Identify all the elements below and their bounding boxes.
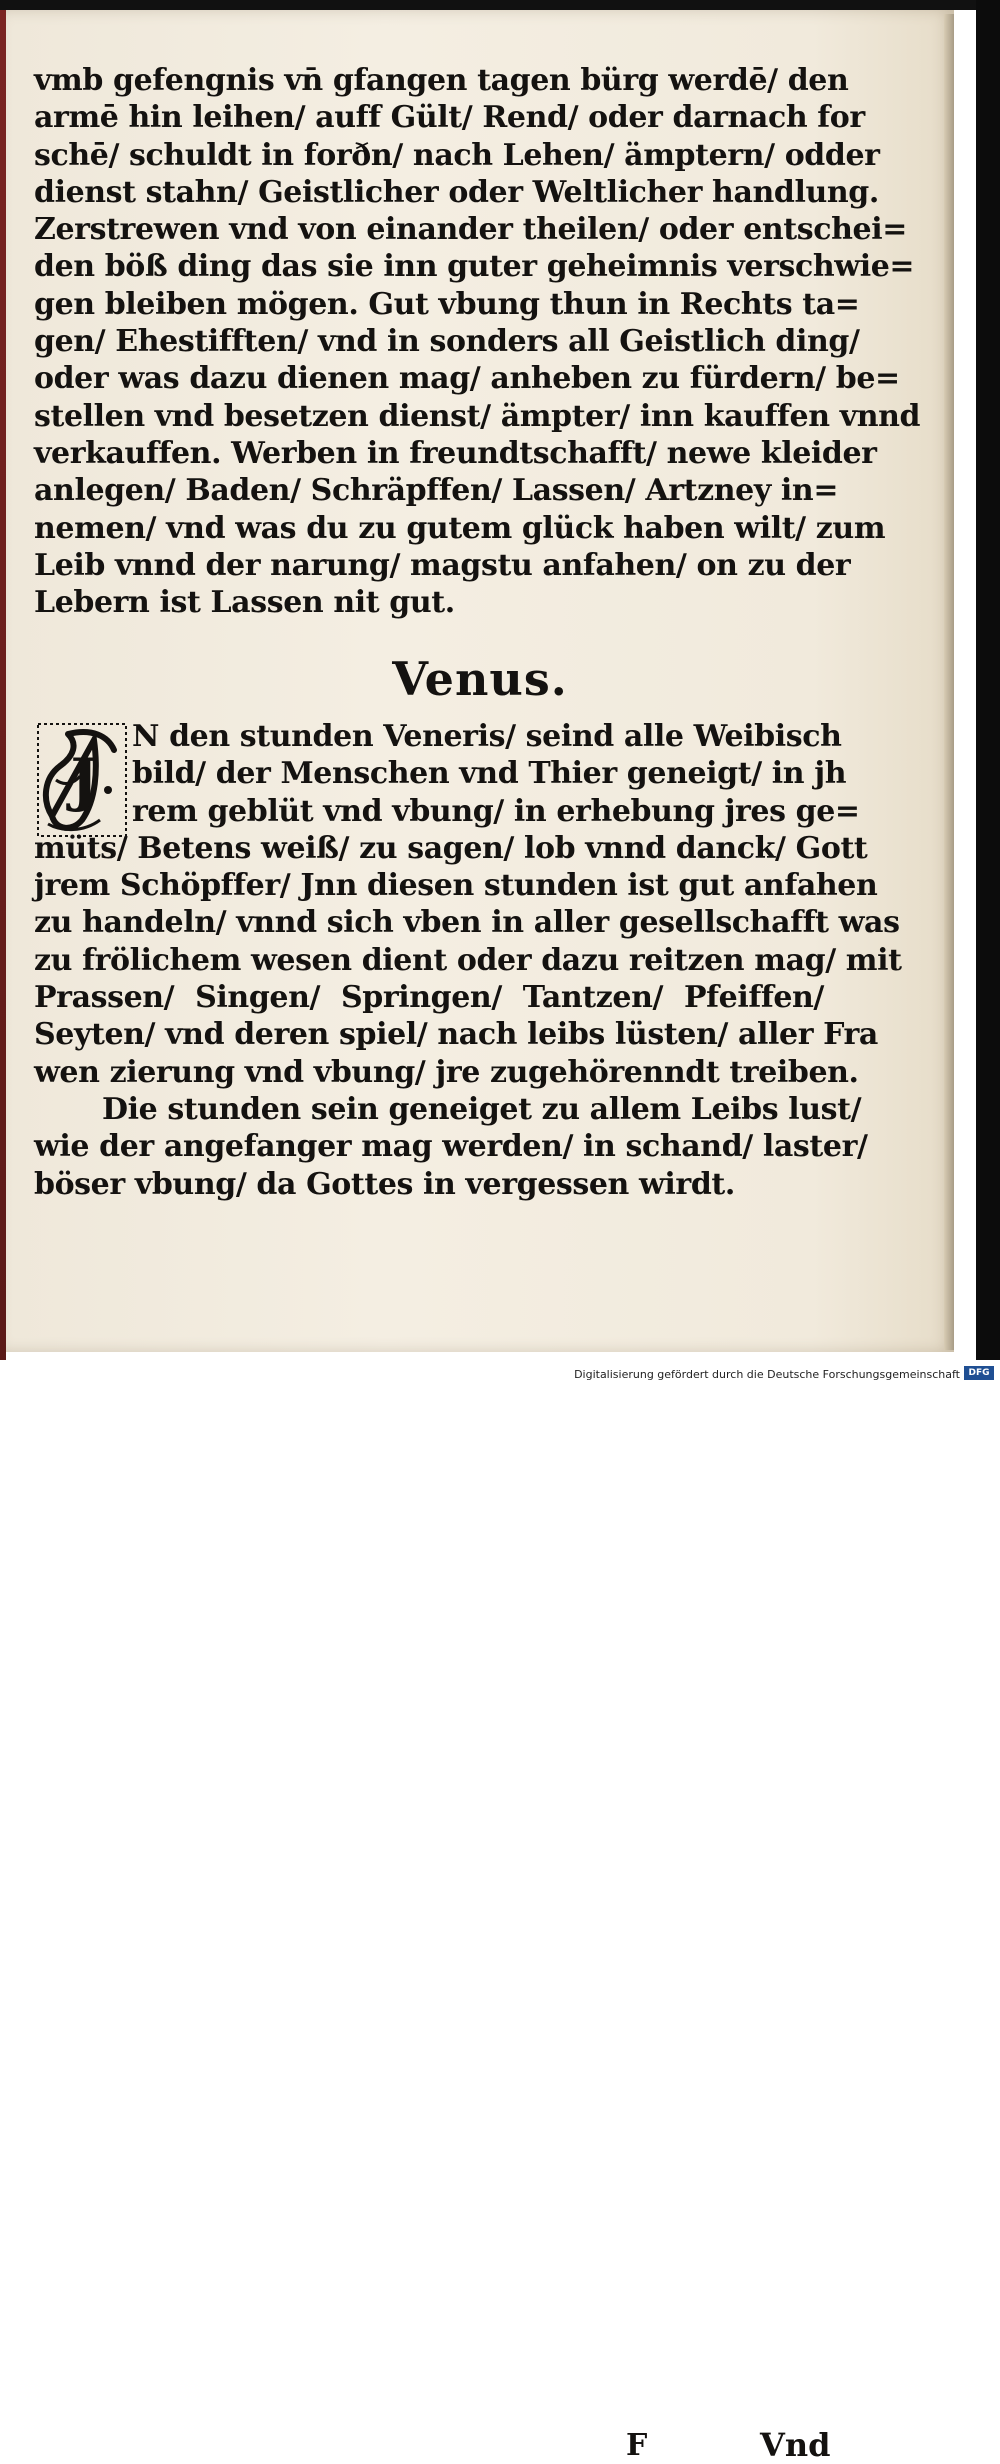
text-line: Die stunden sein geneiget zu allem Leibs lust/ [102, 1091, 862, 1127]
text-line: zu frölichem wesen dient oder dazu reitzen mag/ mit [34, 942, 902, 978]
text-block-part1 [34, 62, 921, 621]
funding-credit: Digitalisierung gefördert durch die Deutsche Forschungsgemeinschaft [574, 1368, 960, 1381]
text-block-part2 [34, 718, 902, 1203]
text-line: oder was dazu dienen mag/ anheben zu fürdern/ be= [34, 361, 900, 397]
text-line: dienst stahn/ Geistlicher oder Weltlicher handlung. [34, 174, 879, 210]
text-line: wen zierung vnd vbung/ jre zugehörenndt treiben. [34, 1054, 859, 1090]
text-line: N den stunden Veneris/ seind alle Weibisch [132, 719, 842, 754]
text-line: schē/ schuldt in forðn/ nach Lehen/ ämptern/ odder [34, 137, 880, 173]
scan-top-border [0, 0, 1000, 10]
text-line: Leib vnnd der narung/ magstu anfahen/ on zu der [34, 547, 851, 583]
text-line: jrem Schöpffer/ Jnn diesen stunden ist gut anfahen [34, 868, 878, 904]
catchword: Vnd [760, 2426, 831, 2464]
text-line: den böß ding das sie inn guter geheimnis verschwie= [34, 249, 915, 285]
text-line: zu handeln/ vnnd sich vben in aller gesellschafft was [34, 905, 900, 941]
scan-right-border [976, 0, 1000, 1360]
text-line: böser vbung/ da Gottes in vergessen wirdt. [34, 1166, 735, 1202]
page-edge-shadow [944, 14, 954, 1350]
text-line: Zerstrewen vnd von einander theilen/ oder entschei= [34, 212, 907, 248]
text-line: gen/ Ehestifften/ vnd in sonders all Geistlich ding/ [34, 324, 860, 360]
text-line: Prassen/ Singen/ Springen/ Tantzen/ Pfeiffen/ [34, 980, 824, 1016]
text-line: verkauffen. Werben in freundtschafft/ newe kleider [34, 435, 877, 471]
text-line: vmb gefengnis vn̄ gfangen tagen bürg werdē/ den [34, 63, 849, 98]
text-line: Seyten/ vnd deren spiel/ nach leibs lüsten/ aller Fra [34, 1017, 878, 1053]
initial-letter: J [70, 746, 98, 814]
dfg-logo: DFG [964, 1366, 994, 1380]
text-line: müts/ Betens weiß/ zu sagen/ lob vnnd danck/ Gott [34, 830, 868, 866]
text-line: armē hin leihen/ auff Gült/ Rend/ oder darnach for [34, 100, 865, 136]
text-line: nemen/ vnd was du zu gutem glück haben wilt/ zum [34, 510, 886, 546]
text-line: rem geblüt vnd vbung/ in erhebung jres ge= [132, 793, 860, 829]
decorated-initial [34, 720, 132, 840]
text-line: wie der angefanger mag werden/ in schand/ laster/ [34, 1129, 868, 1165]
text-line: gen bleiben mögen. Gut vbung thun in Rechts ta= [34, 286, 860, 322]
section-heading: Venus. [392, 652, 568, 706]
text-line: stellen vnd besetzen dienst/ ämpter/ inn kauffen vnnd [34, 398, 921, 434]
text-line: Lebern ist Lassen nit gut. [34, 585, 455, 621]
text-line: bild/ der Menschen vnd Thier geneigt/ in jh [132, 756, 847, 792]
signature-mark: F [626, 2428, 648, 2463]
text-line: anlegen/ Baden/ Schräpffen/ Lassen/ Artzney in= [34, 473, 839, 509]
